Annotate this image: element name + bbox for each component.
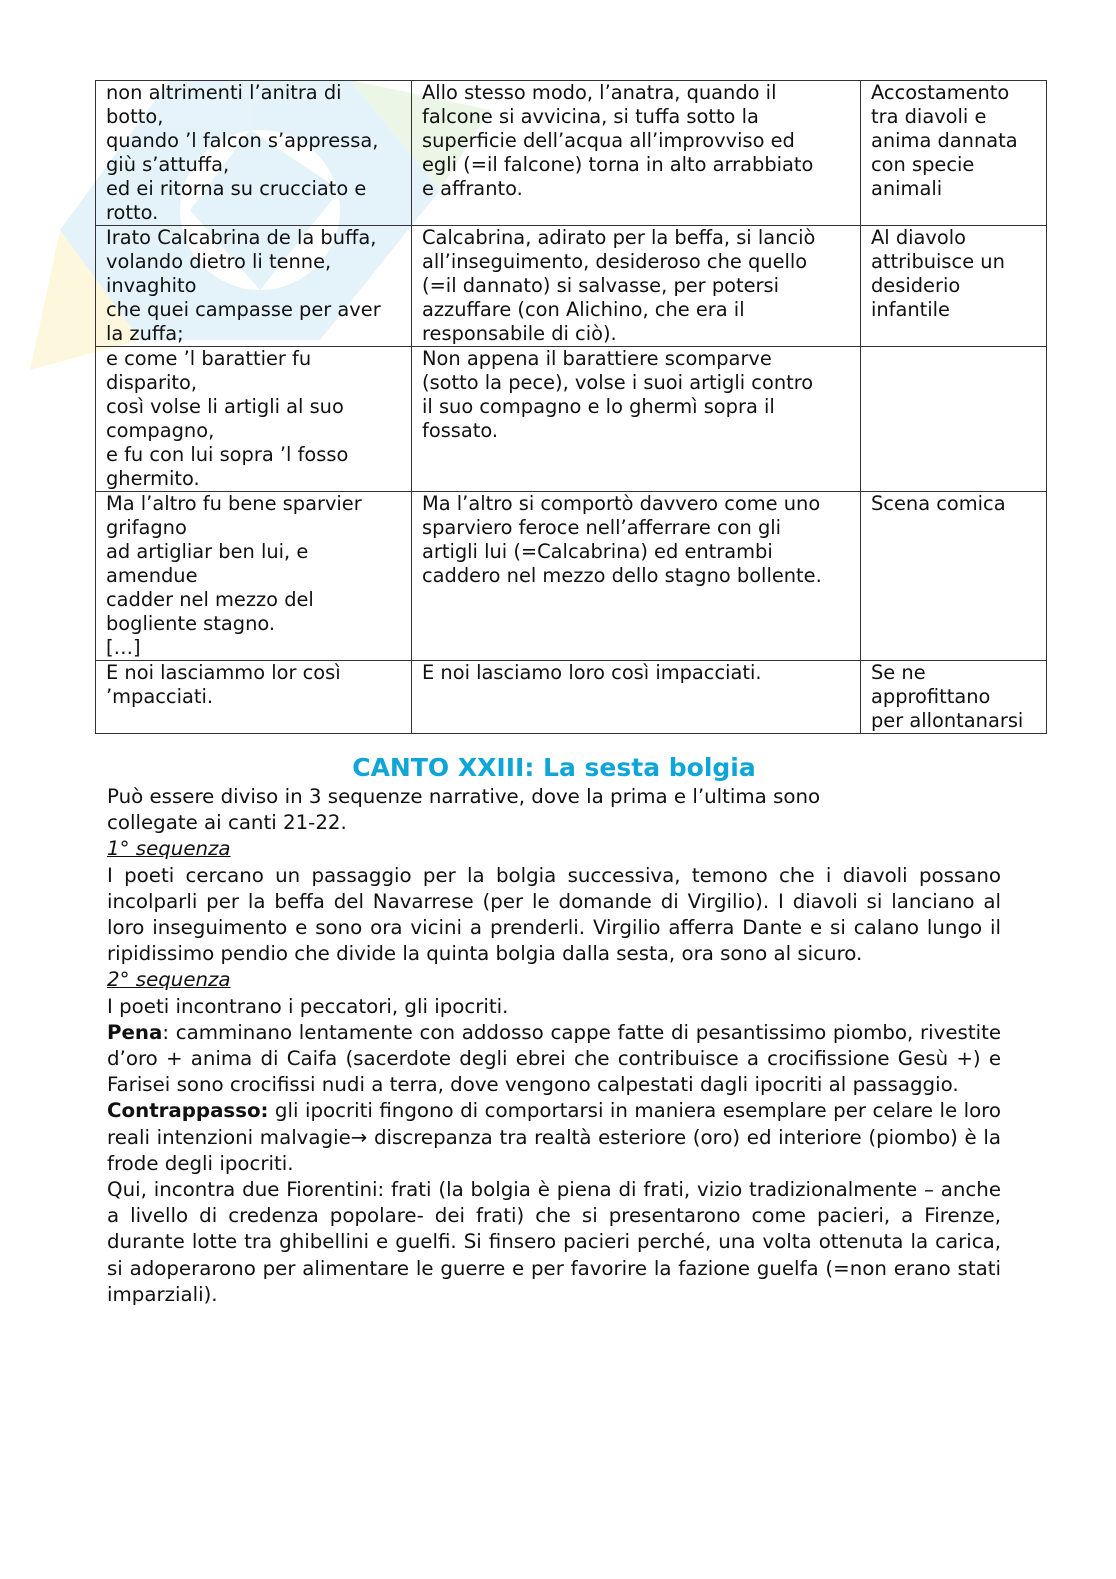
arrow-icon: → bbox=[350, 1125, 368, 1149]
sequence-2-heading bbox=[107, 967, 1001, 993]
final-paragraph: Qui, incontra due Fiorentini: frati (la bolgia è piena di frati, vizio tradizionalmente – anche a livello di credenza popolare- dei frati) che si presentarono come pacieri, a Firenze, durante lotte tra ghibellini e guelfi. Si finsero pacieri perché, una volta ottenuta la carica, si adoperarono per alimentare le guerre e per favorire la fazione guelfa (=non erano stati imparziali). bbox=[107, 1178, 1001, 1306]
sequence-1-paragraph: I poeti cercano un passaggio per la bolgia successiva, temono che i diavoli possano incolparli per la beffa del Navarrese (per le domande di Virgilio). I diavoli si lanciano al loro inseguimento e sono ora vicini a prenderli. Virgilio afferra Dante e si calano lungo il ripidissimo pendio che divide la quinta bolgia dalla sesta, ora sono al sicuro. bbox=[107, 863, 1001, 966]
intro-paragraph: Può essere diviso in 3 sequenze narrative, dove la prima e l’ultima sono collegate ai canti 21-22. bbox=[107, 785, 821, 835]
canto-section bbox=[107, 752, 1001, 1308]
table-row bbox=[96, 492, 1047, 661]
table-row bbox=[96, 347, 1047, 492]
comment-cell: Al diavolo attribuisce un desiderio infantile bbox=[861, 226, 1047, 347]
comment-cell: Accostamento tra diavoli e anima dannata con specie animali bbox=[861, 81, 1047, 226]
paraphrase-cell: Ma l’altro si comportò davvero come uno sparviero feroce nell’afferrare con gli artigli lui (=Calcabrina) ed entrambi caddero nel mezzo dello stagno bollente. bbox=[412, 492, 861, 661]
sequence-1-heading-text: 1° sequenza bbox=[107, 837, 231, 861]
contrappasso-paragraph bbox=[107, 1098, 1001, 1177]
original-verse-cell: e come ’l barattier fu disparito, così volse li artigli al suo compagno, e fu con lui sopra ’l fosso ghermito. bbox=[96, 347, 412, 492]
paraphrase-cell: Non appena il barattiere scomparve (sotto la pece), volse i suoi artigli contro il suo compagno e lo ghermì sopra il fossato. bbox=[412, 347, 861, 492]
contrappasso-text-a: gli ipocriti fingono di comportarsi in maniera esemplare per celare le loro reali intenzioni malvagie bbox=[107, 1099, 1001, 1149]
paraphrase-cell: E noi lasciamo loro così impacciati. bbox=[412, 661, 861, 734]
table-row bbox=[96, 661, 1047, 734]
pena-paragraph bbox=[107, 1020, 1001, 1099]
pena-label: Pena bbox=[107, 1020, 163, 1044]
canto-title: CANTO XXIII: La sesta bolgia bbox=[352, 753, 756, 782]
comment-cell: Se ne approfittano per allontanarsi bbox=[861, 661, 1047, 734]
contrappasso-text-b: discrepanza tra realtà esteriore (oro) ed interiore (piombo) è la frode degli ipocriti. bbox=[107, 1125, 1001, 1175]
comment-cell: Scena comica bbox=[861, 492, 1047, 661]
paraphrase-cell: Allo stesso modo, l’anatra, quando il falcone si avvicina, si tuffa sotto la superficie dell’acqua all’improvviso ed egli (=il falcone) torna in alto arrabbiato e affranto. bbox=[412, 81, 861, 226]
pena-text: : camminano lentamente con addosso cappe fatte di pesantissimo piombo, rivestite d’oro + anima di Caifa (sacerdote degli ebrei che contribuisce a crocifissione Gesù +) e Farisei sono crocifissi nudi a terra, dove vengono calpestati dagli ipocriti al passaggio. bbox=[107, 1020, 1001, 1097]
original-verse-cell: E noi lasciammo lor così ’mpacciati. bbox=[96, 661, 412, 734]
paraphrase-cell: Calcabrina, adirato per la beffa, si lanciò all’inseguimento, desideroso che quello (=il dannato) si salvasse, per potersi azzuffare (con Alichino, che era il responsabile di ciò). bbox=[412, 226, 861, 347]
sequence-1-heading bbox=[107, 836, 1001, 862]
sequence-2-intro: I poeti incontrano i peccatori, gli ipocriti. bbox=[107, 994, 509, 1018]
table-row bbox=[96, 226, 1047, 347]
sequence-2-heading-text: 2° sequenza bbox=[107, 968, 231, 992]
table-row bbox=[96, 81, 1047, 226]
original-verse-cell: Ma l’altro fu bene sparvier grifagno ad artigliar ben lui, e amendue cadder nel mezzo del bogliente stagno. […] bbox=[96, 492, 412, 661]
comment-cell bbox=[861, 347, 1047, 492]
original-verse-cell: Irato Calcabrina de la buffa, volando dietro li tenne, invaghito che quei campasse per aver la zuffa; bbox=[96, 226, 412, 347]
verses-table bbox=[95, 80, 1047, 734]
original-verse-cell: non altrimenti l’anitra di botto, quando ’l falcon s’appressa, giù s’attuffa, ed ei ritorna su crucciato e rotto. bbox=[96, 81, 412, 226]
contrappasso-label: Contrappasso: bbox=[107, 1099, 269, 1123]
